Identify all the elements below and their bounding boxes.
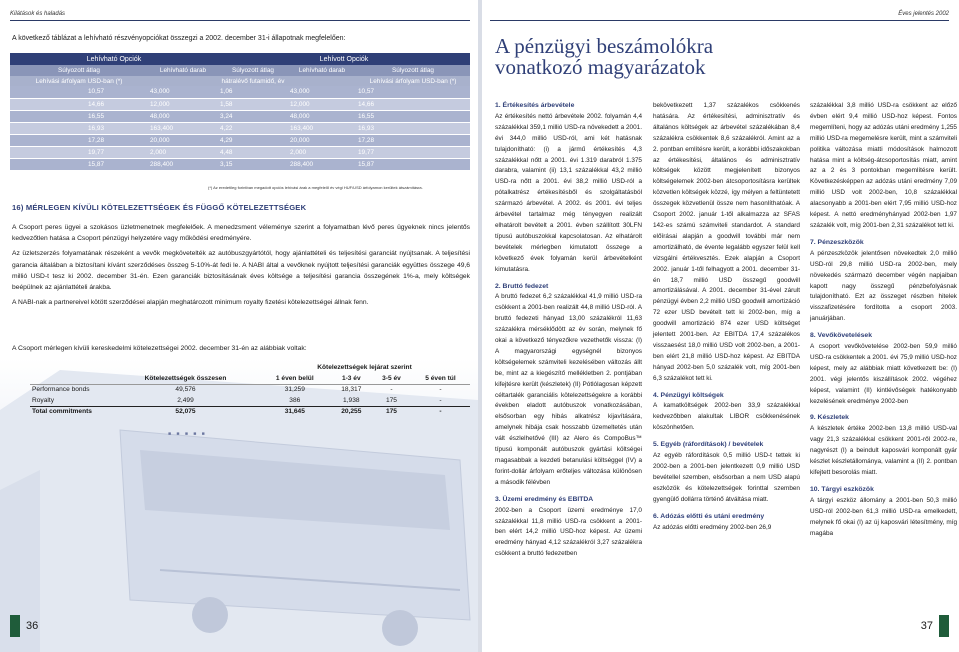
note-text: A készletek értéke 2002-ben 13,8 millió USD-val vagy 21,3 százalékkal csökkent 2001-ről 2002-re, nagyrészt (I) a beindult kaposvári komponált gyár készlet készletállománya, valamint a (II) 2. pontban kifejtett besorolás miatt. bbox=[810, 425, 957, 476]
commitments-header: 5 éven túl bbox=[425, 374, 456, 382]
commitments-title: A Csoport mérlegen kívüli kereskedelmi kötelezettségei 2002. december 31-én az alábbiak voltak: bbox=[12, 345, 307, 352]
page-number-left bbox=[10, 615, 46, 637]
note-heading: 5. Egyéb (ráfordítások) / bevételek bbox=[653, 441, 764, 449]
note-text: százalékkal 3,8 millió USD-ra csökkent az előző évben elért 9,4 millió USD-hoz képest. Fontos megemlíteni, hogy az adózás utáni eredmény 1,255 millió USD-ra megemelésre került, mint a számviteli politika változása miatti módosítások halmozott hatása mint a költség-átcsoportosítás miatt, amint az a 2 és 3 pontokban megemlítésre került. Következésképpen az adózás utáni eredmény 7,09 millió USD volt 2002-ben, 10,8 százalékkal alacsonyabb a 2001-ben elért 7,95 millió USD-hoz képest. A nettó eredményhányad 2002-ben 1,97 százalék volt, míg 2001-ben 2,31 százalékot tett ki. bbox=[810, 102, 957, 229]
table-cell: 18,317 bbox=[331, 384, 372, 395]
row-label: Total commitments bbox=[30, 406, 112, 417]
options-subhead2: Lehívási árfolyam USD-ban (*) bbox=[356, 76, 470, 86]
table-cell: 43,000 bbox=[148, 86, 218, 98]
options-subhead2 bbox=[148, 76, 218, 86]
page-number-text: 36 bbox=[26, 620, 39, 632]
table-cell: 14,66 bbox=[10, 98, 148, 110]
note-text: 2002-ben a Csoport üzemi eredménye 17,0 százalékkal 11,8 millió USD-ra csökkent a 2001-ben elért 14,2 millió USD-hoz képest. Az üzemi eredmény hányad 4,12 százalékról 3,27 százalékra csökkent a bruttó fedezetben bbox=[495, 506, 642, 558]
options-subhead2: Lehívási árfolyam USD-ban (*) bbox=[10, 76, 148, 86]
note-heading: 10. Tárgyi eszközök bbox=[810, 485, 874, 493]
note-text: Az értékesítés nettó árbevétele 2002. folyamán 4,4 százalékkal 359,1 millió USD-ra növekedett a 2001. évi 344,0 millió USD-ról, ami két hatásnak tulajdonítható: (i) a jármű értékesítés 4,3 százalékkal nőtt a 2001. évi 1.319 darabról 1.375 darabra, valamint (ii) 13,1 százalékkal 43,2 millió USD-ra nőtt a 2001. évi 38,2 millió USD-ról a pótalkatrész értékesítésből és szolgáltatásból származó árbevétel. A 2002. és 2001. évi teljes árbevétel tartalmaz még tényegyen realizált elhatárolt bevételt a 2001. évben szállított 30LFN típusú autóbuszokkal kapcsolatosan. Az elhatárolt bevételek mérlegben kimutatott összege a következő évek folyamán kerül árbevételként kimutatásra. bbox=[495, 112, 642, 273]
table-cell: 17,28 bbox=[10, 134, 148, 146]
options-group-exercised: Lehívott Opciók bbox=[218, 53, 470, 65]
note-text: A pénzeszközök jelentősen növekedtek 2,0 millió USD-ról 29,8 millió USD-ra 2002-ben, mely növekedés származó december végén napjaiban kapott nagy összegű pénzbefolyásnak tulajdonítható. Ezt az összeget részben hitelek visszafizetésére fordította a csoport 2003. januárjában. bbox=[810, 249, 957, 323]
note-text: A tárgyi eszköz állomány a 2001-ben 50,3 millió USD-ról 2002-ben 61,3 millió USD-ra emelkedett, melynek fő okai (I) az új kaposvári létesítmény, míg magába bbox=[810, 496, 957, 537]
text-column-3 bbox=[810, 101, 957, 539]
table-cell: 31,645 bbox=[259, 406, 331, 417]
note-text: Az adózás előtti eredmény 2002-ben 26,9 bbox=[653, 523, 772, 531]
table-cell: 1,06 bbox=[218, 86, 288, 98]
options-group-exercisable: Lehívható Opciók bbox=[10, 53, 218, 65]
table-row-total bbox=[10, 158, 470, 170]
table-cell: 48,000 bbox=[148, 110, 218, 122]
table-cell: - bbox=[372, 384, 411, 395]
note-text: A csoport vevőkövetelése 2002-ben 59,9 millió USD-ra csökkentek a 2001. évi 75,9 millió USD-hoz képest, mely az alábbiak miatt következett be: (I) 2001. végi jelentős kiszállítások 2002. végéhez képest, valamint (II) kintlévőségek hatékonyabb kezelésének eredménye 2002-ben bbox=[810, 343, 957, 405]
table-cell: 1,58 bbox=[218, 98, 288, 110]
note-heading: 8. Vevőkövetelések bbox=[810, 332, 872, 340]
options-footnote: (*) Az eredetileg forintban megadott opciós lehívási árak a megfelelő év végi HUF/USD árfolyamon kerültek átszámításra. bbox=[208, 185, 423, 190]
page-number-right bbox=[913, 615, 949, 637]
table-cell: 288,400 bbox=[288, 158, 356, 170]
options-subhead2 bbox=[288, 76, 356, 86]
table-cell: 4,29 bbox=[218, 134, 288, 146]
commitments-header: Kötelezettségek összesen bbox=[144, 374, 227, 382]
table-row bbox=[30, 395, 470, 406]
top-rule bbox=[10, 20, 470, 21]
table-cell: 10,57 bbox=[356, 86, 470, 98]
table-cell: 31,259 bbox=[259, 384, 331, 395]
table-row bbox=[10, 134, 470, 146]
text-column-2 bbox=[653, 101, 800, 533]
commitments-group-head: Kötelezettségek lejárat szerint bbox=[317, 364, 412, 371]
commitments-table bbox=[30, 362, 470, 417]
note-heading: 9. Készletek bbox=[810, 414, 849, 422]
table-cell: 19,77 bbox=[10, 146, 148, 158]
table-cell: 15,87 bbox=[10, 158, 148, 170]
table-row bbox=[10, 86, 470, 98]
row-label: Royalty bbox=[32, 396, 54, 404]
commitments-header: 3-5 év bbox=[382, 374, 401, 382]
row-label: Performance bonds bbox=[30, 384, 112, 395]
options-intro: A következő táblázat a lehívható részvényopciókat összegzi a 2002. december 31-i állapotnak megfelelően: bbox=[12, 35, 346, 42]
note-heading: 3. Üzemi eredmény és EBITDA bbox=[495, 495, 594, 503]
table-cell: 3,24 bbox=[218, 110, 288, 122]
page-title-line: A pénzügyi beszámolókra bbox=[495, 34, 714, 58]
note-text: A kamatköltségek 2002-ben 33,9 százalékkal kedvezőbben alakultak LIBOR csökkenésének köszönhetően. bbox=[653, 402, 800, 432]
note-text: bekövetkezett 1,37 százalékos csökkenés hatására. Az értékesítési, adminisztratív és általános költségek az árbevétel százalékában 8,4 százalékra csökkentek 8,6 százalékról. Amint az a 2. pontban említésre került, a korábbi időszakokban az értékesítési, általános és adminisztratív költségek között megjelenített bizonyos költségelemek 2002-ben átcsoportosításra kerültek közvetlen költségek közzé, így mélyen a feltüntetett összegek közvetlenül össze nem hasonlíthatóak. A Csoport 2002. január 1-től alkalmazza az SFAS 142-es számú számviteli standardot. A standard előírásai alapján a goodwill további már nem amortizálható, de évente legalább egyszer felül kell vizsgálni értékvesztés. Ezek alapján a Csoport 2002. január 1-től felhagyott a 2001. december 31-én 18,7 millió USD összegű goodwill amortizálásával. A 2001. december 31-ével zárult pénzügyi évben 2,2 millió USD goodwill amortizáció 72 ezer USD bevételt tett ki 2002-ben, míg a goodwill amortizáció 874 ezer USD költséget jelentett 2001-ben. Az EBITDA 17,4 százalékos visszaesést 18,0 millió USD volt 2002-ben, a 2001-ben elért 21,8 millió USD-hoz képest. Az EBITDA hányad 2002-ben 5,0 százalék volt, míg 2001-ben 6,3 százalékot tett ki. bbox=[653, 102, 800, 382]
top-rule bbox=[490, 20, 949, 21]
right-page bbox=[482, 0, 959, 652]
options-subhead: Súlyozott átlag bbox=[10, 65, 148, 76]
left-page bbox=[0, 0, 478, 652]
table-cell: 20,000 bbox=[148, 134, 218, 146]
table-cell: 1,938 bbox=[343, 396, 360, 404]
table-cell: - bbox=[439, 396, 442, 404]
table-cell: 163,400 bbox=[148, 122, 218, 134]
paragraph: A NABI-nak a partnereivel kötött szerződései alapján meghatározott minimum royalty fizetési kötelezettségei állnak fenn. bbox=[12, 299, 369, 307]
table-cell: 15,87 bbox=[356, 158, 470, 170]
table-cell: 16,55 bbox=[10, 110, 148, 122]
table-cell: 20,000 bbox=[288, 134, 356, 146]
end-marks: ■ ■ ■ ■ ■ bbox=[168, 431, 207, 437]
table-cell: 43,000 bbox=[288, 86, 356, 98]
note-heading: 7. Pénzeszközök bbox=[810, 238, 864, 246]
table-cell: 20,255 bbox=[331, 406, 372, 417]
table-row bbox=[10, 110, 470, 122]
page-marker bbox=[939, 615, 949, 637]
note-heading: 2. Bruttó fedezet bbox=[495, 282, 549, 290]
page-title-line: vonatkozó magyarázatok bbox=[495, 55, 706, 79]
table-cell: 19,77 bbox=[356, 146, 470, 158]
table-cell: - bbox=[411, 406, 470, 417]
table-cell: 163,400 bbox=[288, 122, 356, 134]
paragraph: A Csoport peres ügyei a szokásos üzletmenetnek megfelelőek. A menedzsment véleménye szerint a folyamatban lévő peres ügyeknek nincs jelentős kedvezőtlen hatása a Csoport pénzügyi helyzetére vagy működési eredményére. bbox=[12, 224, 470, 243]
table-row bbox=[10, 98, 470, 110]
table-cell: 386 bbox=[289, 396, 301, 404]
running-head-right: Éves jelentés 2002 bbox=[898, 11, 949, 17]
table-cell: 12,000 bbox=[148, 98, 218, 110]
table-cell: 4,48 bbox=[218, 146, 288, 158]
note-heading: 1. Értékesítés árbevétele bbox=[495, 102, 575, 109]
table-cell: 49,576 bbox=[112, 384, 259, 395]
note-heading: 4. Pénzügyi költségek bbox=[653, 391, 724, 399]
options-subhead: Lehívható darab bbox=[148, 65, 218, 76]
options-subhead2: hátralévő futamidő, év bbox=[218, 76, 288, 86]
table-cell: 288,400 bbox=[148, 158, 218, 170]
options-subhead: Súlyozott átlag bbox=[356, 65, 470, 76]
page-marker bbox=[10, 615, 20, 637]
table-cell: 17,28 bbox=[356, 134, 470, 146]
commitments-header: 1 éven belül bbox=[275, 374, 314, 382]
table-cell: 16,93 bbox=[356, 122, 470, 134]
options-table bbox=[10, 53, 470, 171]
commitments-header: 1-3 év bbox=[341, 374, 361, 382]
text-column-1 bbox=[495, 101, 642, 560]
table-cell: 2,499 bbox=[177, 396, 194, 404]
section-body bbox=[12, 222, 470, 312]
table-cell: 16,55 bbox=[356, 110, 470, 122]
note-heading: 6. Adózás előtti és utáni eredmény bbox=[653, 512, 765, 520]
page-title bbox=[495, 36, 795, 78]
section-title: 16) MÉRLEGEN KÍVÜLI KÖTELEZETTSÉGEK ÉS FÜGGŐ KÖTELEZETTSÉGEK bbox=[12, 203, 307, 212]
table-cell: 48,000 bbox=[288, 110, 356, 122]
options-subhead: Lehívható darab bbox=[288, 65, 356, 76]
table-cell: 2,000 bbox=[288, 146, 356, 158]
table-cell: - bbox=[411, 384, 470, 395]
table-row bbox=[30, 384, 470, 395]
table-cell: 175 bbox=[372, 406, 411, 417]
table-cell: 4,22 bbox=[218, 122, 288, 134]
table-cell: 14,66 bbox=[356, 98, 470, 110]
table-cell: 2,000 bbox=[148, 146, 218, 158]
table-cell: 3,15 bbox=[218, 158, 288, 170]
table-row-total bbox=[30, 406, 470, 417]
options-subhead: Súlyozott átlag bbox=[218, 65, 288, 76]
note-text: A bruttó fedezet 6,2 százalékkal 41,9 millió USD-ra csökkent a 2001-ben realizált 44,8 millió USD-ról. A bruttó fedezeti hányad 13,00 százalékról 11,63 százalékra mérséklődött az év során, melynek fő okai a következő tényezőkre vezethetők vissza: (I) A magyarországi egységnél bizonyos költségelemek számviteli kezelésében változás állt be, mint az a kiegészítő mellékletben 2. pontjában kifejtésre került (készletek) (II) Pótlólagosan képzett céltartalék garanciális kötelezettségekre a korábbi években eladott autóbuszok vonatkozásában, elsősorban egy hibás alkatrész kijavítására, amelynek hibája csak hosszabb üzemeltetés után vált észlelhetővé (III) az Alero és CompoBus™ típusú komponált autóbuszok gyártási költségei magasabbak a kezdeti betanulási költséggel (IV) a forint-dollár árfolyam erőteljes változása különösen a második félévben bbox=[495, 293, 642, 486]
table-row bbox=[10, 146, 470, 158]
note-text: Az egyéb ráfordítások 0,5 millió USD-t tettek ki 2002-ben a 2001-ben jelentkezett 0,9 millió USD bevétellel szemben, elsősorban a nem USD alapú eszközök és kötelezettségek forinttal szemben gyengülő dollárra történő átváltása miatt. bbox=[653, 452, 800, 503]
running-head-left: Kilátások és haladás bbox=[10, 11, 66, 17]
table-cell: 12,000 bbox=[288, 98, 356, 110]
table-cell: 52,075 bbox=[112, 406, 259, 417]
paragraph: Az üzletszerzés folyamatának részeként a vevők megkövetelték az autóbuszgyártótól, hogy ajánlattételi és teljesítési garanciát nyújtsanak. A teljesítési garancia általában a biztosítani kívánt szerződéses összeg 5-10%-át fedi le. A NABI által a vevőknek nyújtott teljesítési garanciák együttes összege 49,6 millió USD-t tesz ki 2002. december 31-én. Ezen garanciák biztosításának éves költsége a teljesítési garancia összegének 1%-a, mely költségek beépülnek az ajánlattételi árakba. bbox=[12, 250, 470, 292]
table-cell: 175 bbox=[385, 396, 397, 404]
table-row bbox=[10, 122, 470, 134]
table-cell: 16,93 bbox=[10, 122, 148, 134]
page-number-text: 37 bbox=[920, 620, 933, 632]
table-cell: 10,57 bbox=[10, 86, 148, 98]
